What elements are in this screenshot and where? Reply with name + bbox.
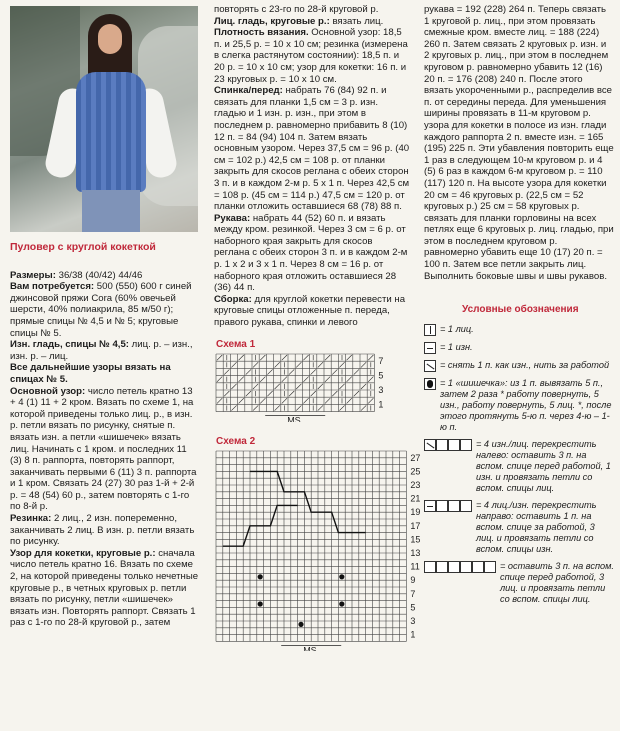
stitch-mark [361, 384, 366, 389]
stitch-mark [339, 384, 344, 389]
stitch-mark [332, 370, 337, 375]
stitch-mark [267, 370, 272, 375]
cable-outline [250, 472, 366, 533]
stitch-mark [368, 398, 373, 403]
paragraph-body: 2 лиц., 2 изн. попеременно, заканчивать 2 лиц. В изн. р. петли вязать по рисунку. [10, 513, 195, 548]
chart-grid [216, 354, 374, 412]
legend-text: = 1 изн. [440, 341, 473, 352]
paragraph-heading: Рукава: [214, 212, 251, 224]
legend-text: = снять 1 п. как изн., нить за работой [440, 359, 610, 370]
paragraph-body: повторять с 23-го по 28-й круговой р. [214, 4, 379, 15]
stitch-mark [318, 362, 323, 367]
legend-item [424, 500, 614, 555]
stitch-mark [253, 384, 258, 389]
row-number: 27 [410, 453, 421, 464]
stitch-mark [246, 370, 251, 375]
paragraph-body: Основной узор: 18,5 п. и 25,5 р. = 10 х 10 см; резинка (измерена в слегка растянутом состоянии): 18,5 п. и 20 р. = 10 х 10 см; узор для кокетки: 16 п. и 23 круговых р. = 10 х 10 см. [214, 27, 408, 85]
stitch-mark [347, 398, 352, 403]
stitch-mark [289, 370, 294, 375]
paragraph-body: лиц. р. – изн., изн. р. – лиц. [10, 339, 193, 362]
stitch-mark [296, 384, 301, 389]
paragraph [214, 16, 410, 28]
stitch-mark [253, 406, 258, 411]
stitch-mark [318, 406, 323, 411]
row-number: 11 [410, 562, 420, 573]
bobble-icon [424, 378, 436, 390]
row-number: 1 [378, 399, 384, 410]
paragraph-heading: Лиц. гладь, круговые р.: [214, 15, 330, 27]
ms-label: MS [287, 415, 301, 423]
row-number: 15 [410, 534, 421, 545]
stitch-mark [224, 391, 229, 396]
row-number: 21 [410, 494, 421, 505]
legend-text: = 1 лиц. [440, 323, 474, 334]
row-number: 7 [378, 356, 384, 367]
cross-left-4-icon [424, 439, 472, 451]
paragraph-heading: Спинка/перед: [214, 85, 283, 97]
paragraph-body: набрать 44 (52) 60 п. и вязать между кром. резинкой. Через 3 см = 6 р. от наборного края закрыть для скосов реглана с обеих сторон 3 п. и в каждом 2-м р. 1 х 2 и 3 х 1 п. Через 8 см = 16 р. от наборного края отложить оставшиеся 28 (36) 44 п. [214, 212, 408, 294]
stitch-mark [282, 377, 287, 382]
paragraph-body: рукава = 192 (228) 264 п. Теперь связать 1 круговой р. лиц., при этом провязать смежные кром. вместе лиц. = 188 (224) 260 п. Затем связать 2 круговых р. изн. и 2 круговых р. лиц., при этом в последнем круговом р. равномерно убавить 12 (16) 20 п. = 176 (208) 240 п. После этого вязать укороченными р., распределив все п. от середины переда. Для уменьшения ширины провязать в 11-м круговом р. узора для кокетки в полосе из изн. глади каждого раппорта 2 п. вместе изн. = 165 (195) 225 п. Эти убавления повторить еще 1 раз в следующем 10-м круговом р. и 4 (5) 6 раз в каждом 6-м круговом р. = 110 (117) 120 п. На высоте узора для кокетки 20 см = 46 круговых р. (22,5 см = 52 круговых р.) 25 см = 58 круговых р. связать для планки горловины на всех петлях еще 6 круговых р. лиц. гладью, при этом в последнем круговом р. равномерно убавить еще 10 (17) 20 п. = 100 п. Затем все петли закрыть лиц. Выполнить боковые швы и швы рукавов. [424, 4, 614, 282]
stitch-mark [275, 384, 280, 389]
bobble-mark [258, 602, 263, 607]
row-number: 5 [410, 602, 416, 613]
paragraph [214, 85, 410, 213]
stitch-mark [231, 384, 236, 389]
legend-text: = 4 изн./лиц. перекрестить налево: оставить 3 п. на вспом. спице перед работой, 1 изн. и провязать петли со вспом. спицы лиц. [476, 438, 611, 493]
stitch-mark [303, 398, 308, 403]
paragraph [214, 27, 410, 85]
stitch-mark [339, 406, 344, 411]
paragraph [10, 362, 200, 385]
paragraph-body: для круглой кокетки перевести на круговые спицы отложенные п. переда, правого рукава, спинки и левого [214, 293, 406, 329]
instructions-text [10, 270, 200, 629]
stitch-mark [275, 362, 280, 367]
stitch-mark [325, 355, 330, 360]
stitch-mark [239, 355, 244, 360]
column-right [424, 4, 614, 611]
legend-text: = оставить 3 п. на вспом. спице перед работой, 3 лиц. и провязать петли со вспом. спицы лиц. [500, 560, 614, 604]
stitch-mark [361, 362, 366, 367]
legend-item [424, 439, 614, 494]
row-number: 19 [410, 507, 421, 518]
schema-1-title: Схема 1 [216, 338, 256, 350]
bobble-mark [339, 602, 344, 607]
row-number: 5 [378, 370, 384, 381]
stitch-mark [282, 355, 287, 360]
stitch-mark [354, 370, 359, 375]
stitch-mark [347, 355, 352, 360]
paragraph [10, 513, 200, 548]
stitch-mark [368, 377, 373, 382]
row-number: 13 [410, 548, 421, 559]
stitch-mark [239, 398, 244, 403]
stitch-mark [217, 377, 222, 382]
knit-stitch-icon [424, 324, 436, 336]
schema-2-title: Схема 2 [216, 435, 256, 447]
legend-item [424, 561, 614, 605]
paragraph [214, 213, 410, 294]
slip-stitch-icon [424, 360, 436, 372]
row-number: 1 [410, 630, 416, 641]
stitch-mark [325, 377, 330, 382]
paragraph-heading: Все дальнейшие узоры вязать на спицах № 5. [10, 362, 171, 385]
ms-label: MS [303, 645, 317, 652]
paragraph [10, 270, 200, 282]
pattern-title: Пуловер с круглой кокеткой [10, 241, 156, 253]
cross-8-icon [424, 561, 496, 573]
stitch-mark [282, 398, 287, 403]
model-photo [10, 6, 198, 232]
stitch-mark [332, 391, 337, 396]
paragraph-heading: Резинка: [10, 513, 52, 525]
bobble-mark [258, 575, 263, 580]
stitch-mark [303, 355, 308, 360]
legend-item [424, 378, 614, 433]
paragraph [214, 294, 410, 329]
stitch-mark [303, 377, 308, 382]
column-middle [214, 4, 421, 655]
stitch-mark [325, 398, 330, 403]
schema-1-chart [214, 352, 410, 422]
stitch-mark [339, 362, 344, 367]
paragraph-body: 36/38 (40/42) 44/46 [55, 269, 143, 281]
row-number: 23 [410, 480, 421, 491]
stitch-mark [275, 406, 280, 411]
instructions-text [424, 4, 614, 282]
paragraph-body: набрать 76 (84) 92 п. и связать для планки 1,5 см = 3 р. изн. гладью и 1 изн. р. изн., при этом в последнем р. равномерно прибавить 8 (10) 12 п. = 84 (94) 104 п. Затем вязать основным узором. Через 37,5 см = 96 р. (40 см = 102 р.) 42,5 см = 108 р. от планки закрыть для скосов реглана с обеих сторон 3 п. и в каждом 2-м р. 5 х 1 п. Через 42,5 см = 108 р. (45 см = 114 р.) 47,5 см = 120 р. от планки отложить оставшиеся 68 (78) 88 п. [214, 85, 410, 213]
paragraph [10, 548, 200, 629]
legend-item [424, 324, 614, 336]
paragraph-heading: Узор для кокетки, круговые р.: [10, 547, 156, 559]
stitch-mark [368, 355, 373, 360]
stitch-mark [246, 391, 251, 396]
paragraph-heading: Размеры: [10, 269, 56, 281]
stitch-mark [260, 377, 265, 382]
legend [424, 324, 614, 605]
legend-item [424, 342, 614, 354]
purl-stitch-icon [424, 342, 436, 354]
bobble-mark [298, 622, 303, 627]
paragraph [424, 4, 614, 282]
legend-text: = 4 лиц./изн. перекрестить направо: оставить 1 п. на вспом. спице за работой, 3 лиц. и провязать петли со вспом. спицы изн. [476, 499, 597, 554]
legend-title: Условные обозначения [462, 304, 579, 316]
stitch-mark [296, 362, 301, 367]
stitch-mark [311, 370, 316, 375]
stitch-mark [253, 362, 258, 367]
stitch-mark [318, 384, 323, 389]
paragraph-heading: Изн. гладь, спицы № 4,5: [10, 339, 129, 351]
stitch-mark [231, 406, 236, 411]
stitch-mark [217, 398, 222, 403]
stitch-mark [361, 406, 366, 411]
stitch-mark [239, 377, 244, 382]
stitch-mark [231, 362, 236, 367]
stitch-mark [260, 398, 265, 403]
paragraph-heading: Вам потребуется: [10, 281, 95, 293]
stitch-mark [267, 391, 272, 396]
paragraph [214, 4, 410, 16]
stitch-mark [311, 391, 316, 396]
row-number: 3 [410, 616, 416, 627]
paragraph-body: 500 (550) 600 г синей джинсовой пряжи Cora (60% овечьей шерсти, 40% полиакрила, 85 м/50 г); прямые спицы № 4,5 и № 5; круговые спицы № 5. [10, 281, 192, 339]
row-number: 3 [378, 385, 384, 396]
chart-grid [216, 451, 406, 641]
cross-right-4-icon [424, 500, 472, 512]
paragraph [10, 339, 200, 362]
stitch-mark [296, 406, 301, 411]
stitch-mark [289, 391, 294, 396]
column-left [10, 0, 200, 629]
paragraph-heading: Плотность вязания. [214, 27, 309, 39]
paragraph-body: сначала число петель кратно 16. Вязать по схеме 2, на которой приведены только нечетные круговые р., в четных круговых р. петли вязать по рисунку, петли «шишечек» вязать изн. Повторять раппорт. Связать 1 раз с 1-го по 28-й круговой р., затем [10, 547, 199, 629]
stitch-mark [224, 370, 229, 375]
paragraph-body: число петель кратно 13 + 4 (1) 11 + 2 кром. Вязать по схеме 1, на которой приведены только лиц. р., в изн. р. петли вязать по рисунку, снятые п. вязать изн. а петли «шишечек» вязать лиц. Начинать с 1 кром. и последних 11 (3) 8 п. раппорта, повторять раппорт, заканчивать первыми 6 (11) 3 п. раппорта и 1 кром. Связать 24 (27) 30 раз 1-й + 2-й р. = 48 (54) 60 р., затем повторять с 1-го по 8-й р. [10, 385, 197, 513]
legend-item [424, 360, 614, 372]
paragraph [10, 281, 200, 339]
paragraph [10, 386, 200, 514]
paragraph-heading: Сборка: [214, 293, 252, 305]
stitch-mark [347, 377, 352, 382]
schema-2-chart [214, 449, 424, 651]
paragraph-heading: Основной узор: [10, 385, 86, 397]
stitch-mark [217, 355, 222, 360]
row-number: 17 [410, 521, 421, 532]
stitch-mark [260, 355, 265, 360]
row-number: 9 [410, 575, 416, 586]
stitch-mark [354, 391, 359, 396]
row-number: 7 [410, 589, 416, 600]
row-number: 25 [410, 466, 421, 477]
bobble-mark [339, 575, 344, 580]
instructions-text [214, 4, 410, 329]
paragraph-body: вязать лиц. [329, 15, 384, 27]
legend-text: = 1 «шишечка»: из 1 п. вывязать 5 п., затем 2 раза * работу повернуть, 5 изн., работу повернуть, 5 лиц. *, после этого протянуть 5-ю п. через 4-ю – 1-ю п. [440, 377, 612, 432]
